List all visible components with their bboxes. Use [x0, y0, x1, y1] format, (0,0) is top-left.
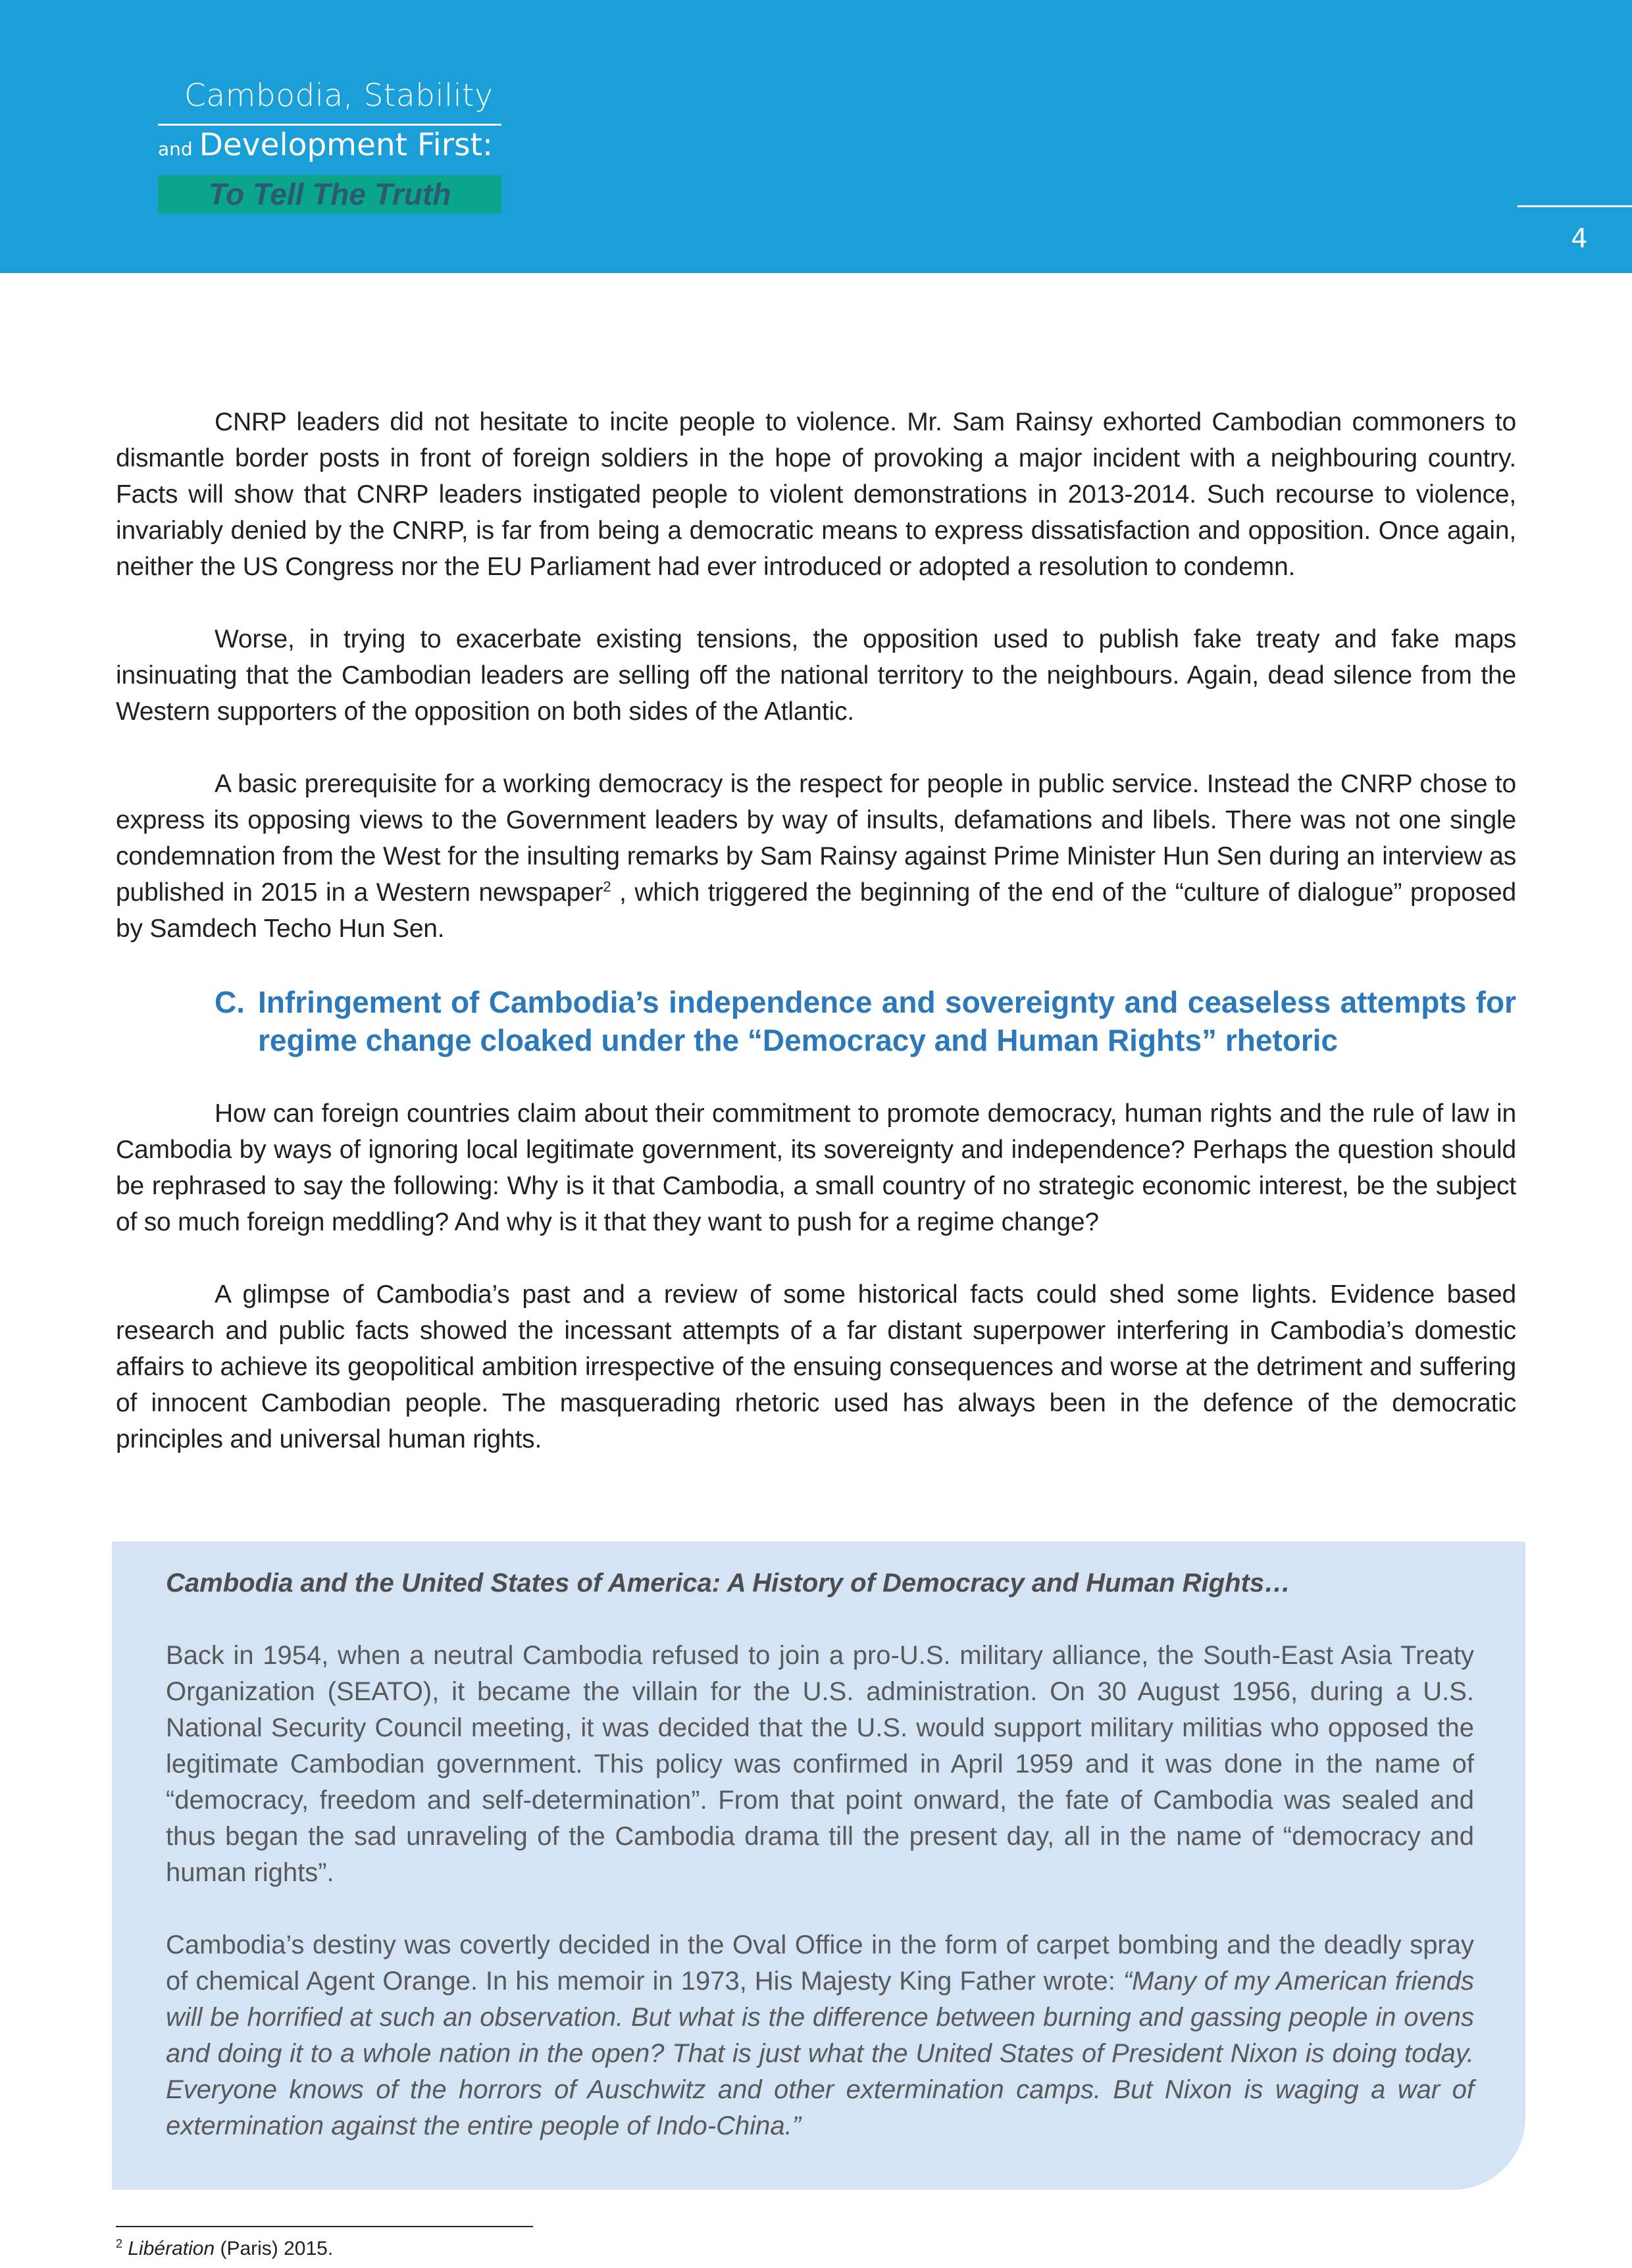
- paragraph-4: How can foreign countries claim about their commitment to promote democracy, human rights and the rule of law in Cambodia by ways of ignoring local legitimate government, its sovereignty and independence? Perhaps the question should be rephrased to say the following: Why is it that Cambodia, a small country of no strategic economic interest, be the subject of so much foreign meddling? And why is it that they want to push for a regime change?: [116, 1099, 1516, 1236]
- paragraph-2: Worse, in trying to exacerbate existing tensions, the opposition used to publish fake treaty and fake maps insinuating that the Cambodian leaders are selling off the national territory to the neighbours. Again, dead silence from the Western supporters of the opposition on both sides of the Atlantic.: [116, 625, 1516, 726]
- paragraph-3: [116, 766, 1516, 947]
- header-banner: [0, 0, 1632, 273]
- brand-title-line1: Cambodia, Stability: [184, 78, 494, 114]
- paragraph-3-tail: , which triggered the beginning of the end of the “culture of dialogue” proposed by Samdech Techo Hun Sen.: [116, 878, 1516, 943]
- history-paragraph-1: Back in 1954, when a neutral Cambodia refused to join a pro-U.S. military alliance, the South-East Asia Treaty Organization (SEATO), it became the villain for the U.S. administration. On 30 August 1956, during a U.S. National Security Council meeting, it was decided that the U.S. would support military militias who opposed the legitimate Cambodian government. This policy was confirmed in April 1959 and it was done in the name of “democracy, freedom and self-determination”. From that point onward, the fate of Cambodia was sealed and thus began the sad unraveling of the Cambodia drama till the present day, all in the name of “democracy and human rights”.: [166, 1641, 1474, 1887]
- footnote-ref[interactable]: 2: [603, 878, 611, 895]
- history-paragraph-2-intro: Cambodia’s destiny was covertly decided in the Oval Office in the form of carpet bombing and the deadly spray of chemical Agent Orange. In his memoir in 1973, His Majesty King Father wrote:: [166, 1930, 1474, 1996]
- section-heading: [215, 983, 1516, 1059]
- footnote-marker: 2: [116, 2237, 123, 2250]
- footnote-rest: (Paris) 2015.: [215, 2238, 334, 2259]
- section-letter: C.: [215, 985, 245, 1019]
- brand-and: and: [158, 138, 193, 160]
- brand-divider: [158, 124, 501, 126]
- brand-tagline: To Tell The Truth: [208, 177, 451, 211]
- brand-tagline-box: [158, 175, 501, 213]
- page-number: 4: [1571, 224, 1588, 254]
- footnote-divider: [116, 2226, 533, 2227]
- brand-title-line2: [158, 127, 493, 163]
- brand-development: Development First:: [199, 127, 493, 163]
- paragraph-3-text: A basic prerequisite for a working democracy is the respect for people in public service. Instead the CNRP chose to express its opposing views to the Government leaders by way of insults, defamations and libels. There was not one single condemnation from the West for the insulting remarks by Sam Rainsy against Prime Minister Hun Sen during an interview as published in 2015 in a Western newspaper: [116, 770, 1516, 907]
- history-box: [112, 1542, 1525, 2190]
- king-father-quote: “Many of my American friends will be horrified at such an observation. But what is the difference between burning and gassing people in ovens and doing it to a whole nation in the open? That is just what the United States of President Nixon is doing today. Everyone knows of the horrors of Auschwitz and other extermination camps. But Nixon is waging a war of extermination against the entire people of Indo-China.”: [166, 1967, 1474, 2140]
- history-paragraph-2: [166, 1927, 1474, 2144]
- paragraph-5: A glimpse of Cambodia’s past and a review of some historical facts could shed some lights. Evidence based research and public facts showed the incessant attempts of a far distant superpower interfering in Cambodia’s domestic affairs to achieve its geopolitical ambition irrespective of the ensuing consequences and worse at the detriment and suffering of innocent Cambodian people. The masquerading rhetoric used has always been in the defence of the democratic principles and universal human rights.: [116, 1280, 1516, 1453]
- history-box-title: Cambodia and the United States of America: A History of Democracy and Human Rights…: [166, 1569, 1291, 1598]
- history-box-content: [166, 1565, 1474, 2180]
- section-title: Infringement of Cambodia’s independence and sovereignty and ceaseless attempts for regime change cloaked under the “Democracy and Human Rights” rhetoric: [258, 985, 1516, 1057]
- page-number-rule: [1517, 205, 1632, 207]
- paragraph-1: CNRP leaders did not hesitate to incite people to violence. Mr. Sam Rainsy exhorted Cambodian commoners to dismantle border posts in front of foreign soldiers in the hope of provoking a major incident with a neighbouring country. Facts will show that CNRP leaders instigated people to violent demonstrations in 2013-2014. Such recourse to violence, invariably denied by the CNRP, is far from being a democratic means to express dissatisfaction and opposition. Once again, neither the US Congress nor the EU Parliament had ever introduced or adopted a resolution to condemn.: [116, 408, 1516, 581]
- main-content: [116, 404, 1516, 1494]
- footnote-source: Libération: [128, 2238, 215, 2259]
- footnote: [116, 2236, 333, 2262]
